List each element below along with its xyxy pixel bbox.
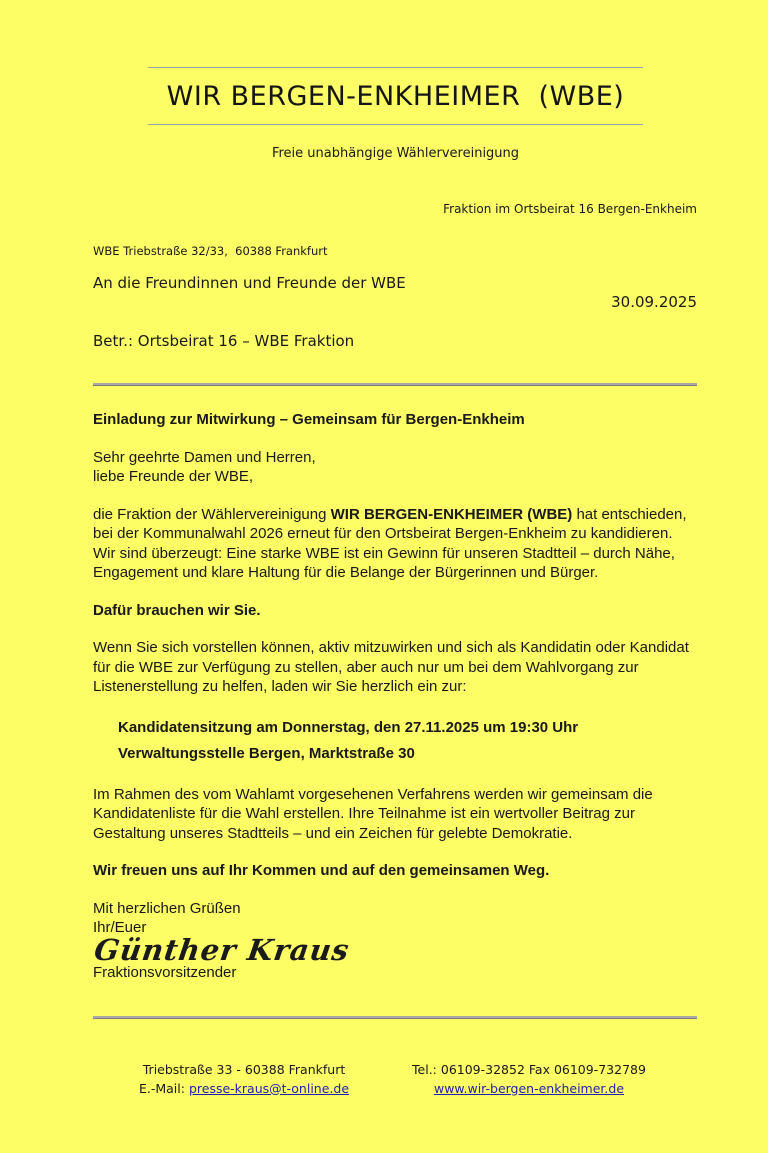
salutation [93, 448, 697, 487]
closing-lines [93, 899, 697, 938]
salutation-line-1: Sehr geehrte Damen und Herren, [93, 448, 316, 466]
footer-address: Triebstraße 33 - 60388 Frankfurt [142, 1061, 346, 1077]
footer-phone: Tel.: 06109-32852 Fax 06109-732789 [412, 1061, 646, 1077]
letter-date: 30.09.2025 [611, 293, 697, 311]
emphasis-closing: Wir freuen uns auf Ihr Kommen und auf den gemeinsamen Weg. [93, 862, 550, 879]
recipient-line: An die Freundinnen und Freunde der WBE [93, 274, 406, 292]
closing-line-2: Ihr/Euer [93, 919, 147, 936]
footer-divider [93, 1016, 697, 1019]
letter-page [0, 67, 768, 1153]
letterhead-rule-bottom [148, 124, 643, 125]
event-line-1: Kandidatensitzung am Donnerstag, den 27.11.2025 um 19:30 Uhr [118, 718, 579, 736]
event-details [118, 715, 697, 767]
footer-left-column [93, 1060, 395, 1098]
signature-script: Günther Kraus [92, 932, 352, 967]
footer-right-column [395, 1060, 697, 1098]
sender-address-line: WBE Triebstraße 32/33, 60388 Frankfurt [93, 244, 328, 258]
footer [93, 1060, 697, 1098]
website-link[interactable]: www.wir-bergen-enkheimer.de [433, 1080, 625, 1096]
footer-email-label: E.-Mail: [138, 1080, 189, 1096]
paragraph-invitation: Wenn Sie sich vorstellen können, aktiv mitzuwirken und sich als Kandidatin oder Kandidat für die WBE zur Verfügung zu stellen, aber auch nur um bei dem Wahlvorgang zur Listenerstellung zu helfen, laden wir Sie herzlich ein zur: [93, 639, 689, 695]
emphasis-we-need-you: Dafür brauchen wir Sie. [93, 601, 261, 619]
letter-body [93, 410, 697, 983]
org-title: WIR BERGEN-ENKHEIMER (WBE) [166, 81, 625, 112]
letterhead [148, 67, 643, 161]
paragraph-intro-start: die Fraktion der Wählervereinigung [93, 505, 331, 523]
paragraph-intro [93, 505, 697, 583]
email-link[interactable]: presse-kraus@t-online.de [188, 1080, 350, 1096]
salutation-line-2: liebe Freunde der WBE, [93, 468, 254, 485]
footer-email-line [93, 1079, 395, 1098]
org-name-inline: WIR BERGEN-ENKHEIMER (WBE) [330, 505, 573, 523]
paragraph-intro-end: hat entschieden, bei der Kommunalwahl 2026 erneut für den Ortsbeirat Bergen-Enkheim zu kandidieren. Wir sind überzeugt: Eine starke WBE ist ein Gewinn für unseren Stadtteil – durch Nähe, Engagement und klare Haltung für die Belange der Bürgerinnen und Bürger. [93, 505, 687, 581]
closing-line-1: Mit herzlichen Grüßen [93, 899, 241, 917]
subject-line: Betr.: Ortsbeirat 16 – WBE Fraktion [93, 332, 355, 350]
footer-website-line [395, 1079, 663, 1098]
fraction-note: Fraktion im Ortsbeirat 16 Bergen-Enkheim [443, 202, 697, 216]
signature-role: Fraktionsvorsitzender [93, 964, 237, 981]
section-divider [93, 383, 697, 386]
event-line-2: Verwaltungsstelle Bergen, Marktstraße 30 [118, 744, 415, 762]
org-subtitle: Freie unabhängige Wählervereinigung [271, 146, 520, 161]
letter-heading: Einladung zur Mitwirkung – Gemeinsam für Bergen-Enkheim [93, 411, 525, 428]
paragraph-procedure: Im Rahmen des vom Wahlamt vorgesehenen Verfahrens werden wir gemeinsam die Kandidatenliste für die Wahl erstellen. Ihre Teilnahme ist ein wertvoller Beitrag zur Gestaltung unseres Stadtteils – und ein Zeichen für gelebte Demokratie. [93, 785, 653, 842]
